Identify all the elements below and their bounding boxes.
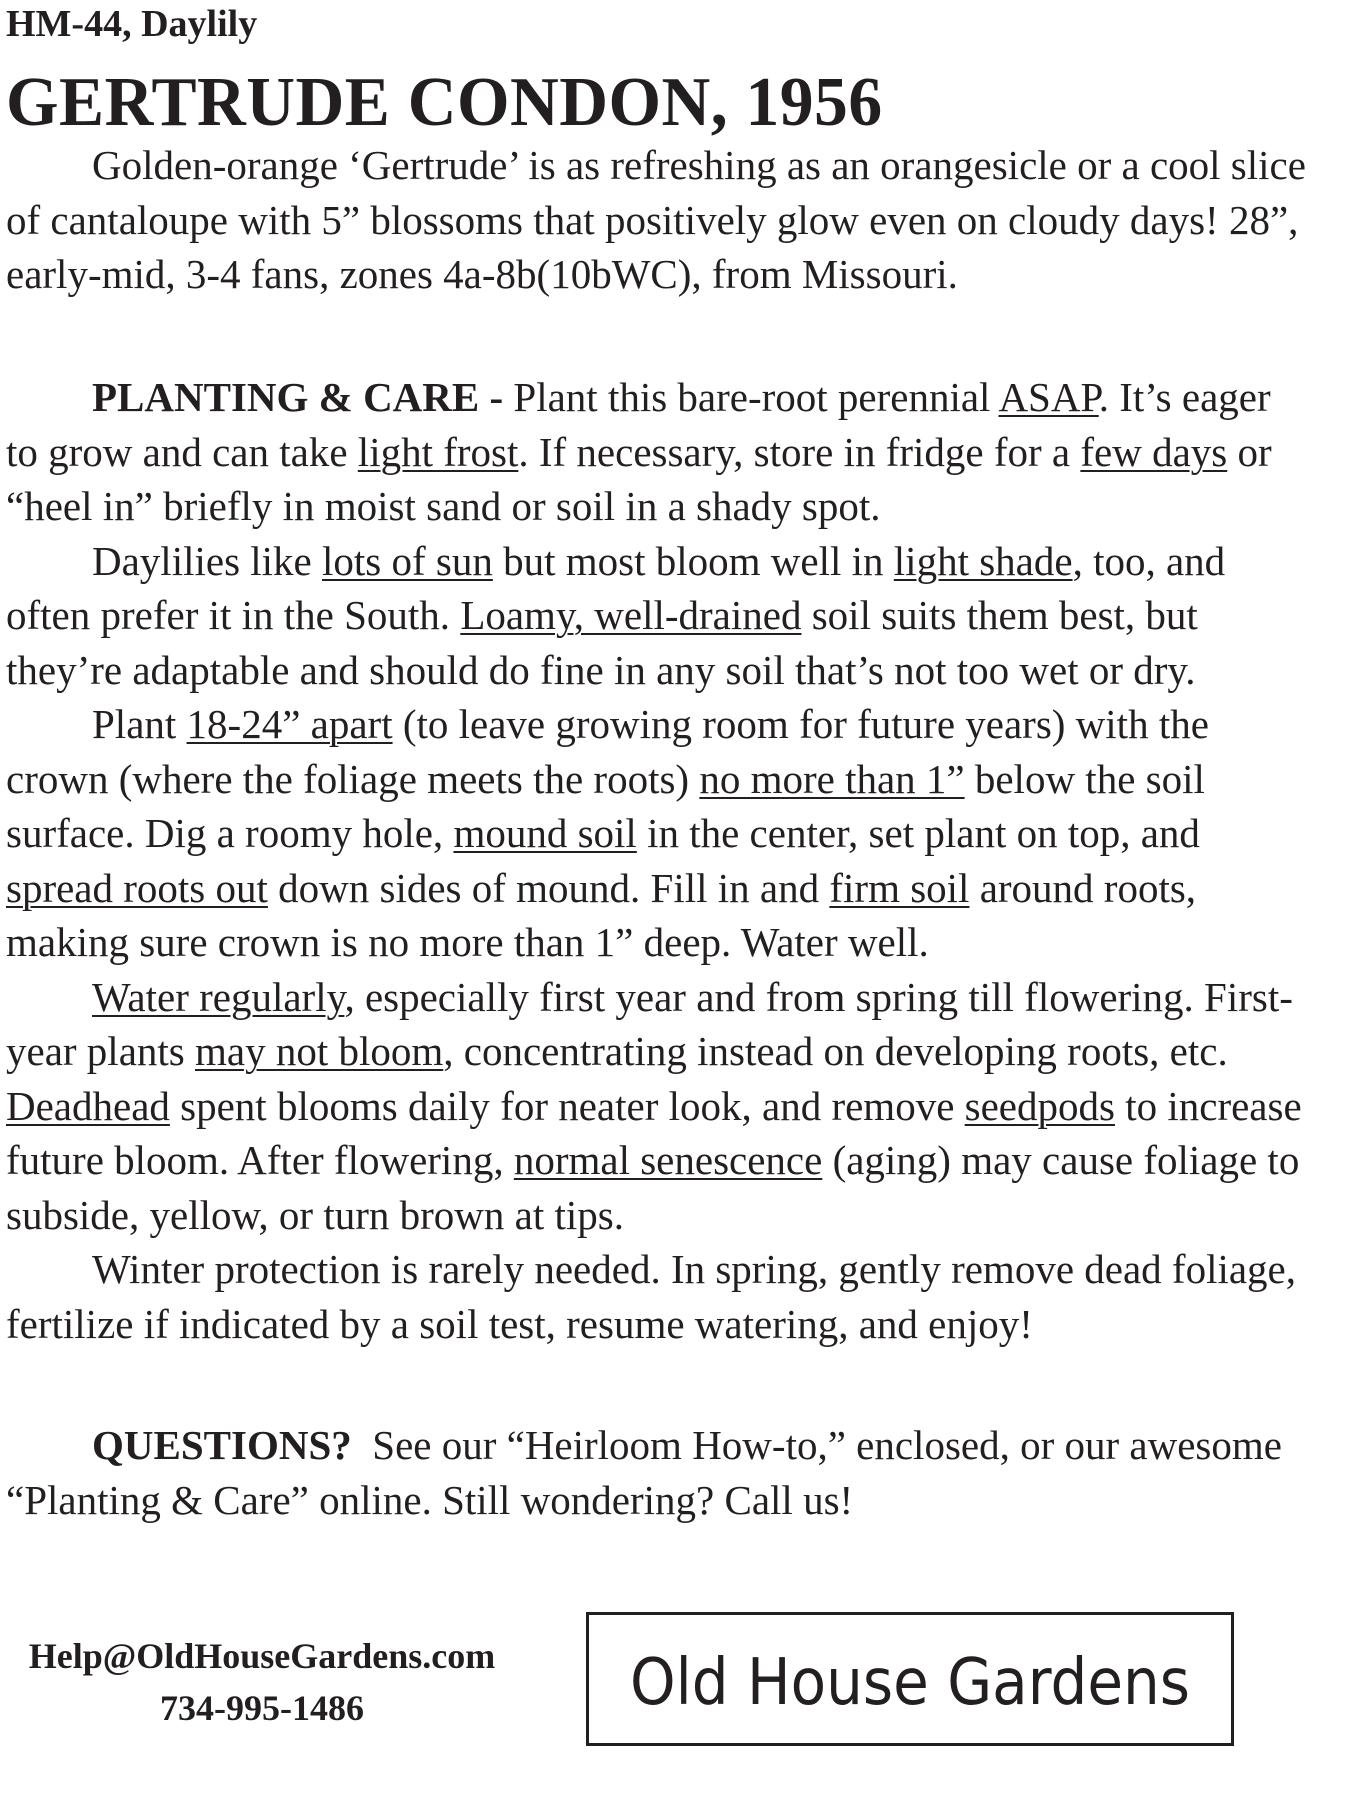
care-emphasis: light shade [893, 537, 1073, 584]
care-paragraph-3 [6, 697, 1306, 970]
logo [586, 1612, 1234, 1746]
planting-care-block [6, 370, 1306, 1351]
care-emphasis: Water regularly [92, 973, 345, 1020]
care-emphasis: ASAP [998, 374, 1099, 420]
contact-info [6, 1630, 518, 1734]
care-text: Daylilies like [92, 537, 323, 584]
care-text: down sides of mound. Fill in and [267, 864, 830, 911]
item-code: HM-44, Daylily [6, 3, 258, 45]
care-paragraph-4 [6, 970, 1306, 1243]
care-text: below the soil surface. Dig a roomy hole, [6, 755, 1205, 856]
care-emphasis: normal senescence [513, 1137, 823, 1183]
questions-paragraph [6, 1418, 1306, 1527]
care-text: . It’s eager to grow and can take [6, 374, 1271, 475]
care-emphasis: firm soil [829, 864, 970, 911]
care-paragraph-1 [6, 370, 1306, 534]
care-emphasis: mound soil [453, 810, 637, 856]
care-emphasis: Deadhead [6, 1082, 170, 1129]
questions-block [6, 1418, 1306, 1527]
care-text: (aging) may cause foliage to subside, yellow, or turn brown at tips. [6, 1137, 1300, 1238]
care-text: . If necessary, store in fridge for a [518, 428, 1081, 475]
care-emphasis: light frost [357, 428, 519, 475]
care-text: but most bloom well in [492, 537, 894, 584]
care-emphasis: lots of sun [322, 537, 493, 584]
care-text: or “heel in” briefly in moist sand or soil in a shady spot. [6, 428, 1272, 529]
email-link[interactable]: Help@OldHouseGardens.com [28, 1636, 496, 1676]
care-text: , concentrating instead on developing roots, etc. [443, 1028, 1228, 1074]
care-text: (to leave growing room for future years) with the crown (where the foliage meets the roots) [6, 701, 1209, 802]
logo-wordmark [610, 1629, 1210, 1729]
page-title: GERTRUDE CONDON, 1956 [6, 64, 883, 141]
questions-heading: QUESTIONS? [92, 1422, 352, 1468]
questions-text: See our “Heirloom How-to,” enclosed, or our awesome “Planting & Care” online. Still wondering? Call us! [6, 1422, 1293, 1523]
care-text: around roots, making sure crown is no more than 1” deep. Water well. [6, 864, 1197, 965]
care-text: spent blooms daily for neater look, and remove [169, 1082, 965, 1129]
care-emphasis: seedpods [964, 1082, 1115, 1129]
care-text: in the center, set plant on top, and [636, 810, 1200, 856]
description-block [6, 138, 1306, 302]
care-emphasis: spread roots out [6, 864, 268, 911]
logo-text: Old House Gardens [630, 1646, 1190, 1720]
care-emphasis: few days [1080, 428, 1228, 475]
care-text: Plant this bare-root perennial [503, 374, 999, 420]
phone-number: 734-995-1486 [160, 1688, 364, 1728]
care-emphasis: no more than 1” [699, 755, 965, 802]
care-emphasis: may not bloom [194, 1028, 444, 1074]
care-paragraph-2 [6, 534, 1306, 698]
care-text: Plant [92, 701, 187, 747]
care-text: , especially first year and from spring till flowering. First-year plants [6, 973, 1293, 1074]
care-emphasis: 18-24” apart [186, 701, 393, 747]
care-emphasis: Loamy, well-drained [460, 592, 802, 638]
care-text: to increase future bloom. After flowering, [6, 1082, 1302, 1183]
care-text: soil suits them best, but they’re adaptable and should do fine in any soil that’s not too wet or dry. [6, 592, 1198, 693]
description-paragraph: Golden-orange ‘Gertrude’ is as refreshing as an orangesicle or a cool slice of cantaloupe with 5” blossoms that positively glow even on cloudy days! 28”, early-mid, 3-4 fans, zones 4a-8b(10bWC), from Missouri. [6, 142, 1306, 297]
care-paragraph-5: Winter protection is rarely needed. In spring, gently remove dead foliage, fertilize if indicated by a soil test, resume watering, and enjoy! [6, 1246, 1296, 1347]
care-text: , too, and often prefer it in the South. [6, 537, 1226, 638]
care-heading: PLANTING & CARE - [92, 374, 504, 420]
